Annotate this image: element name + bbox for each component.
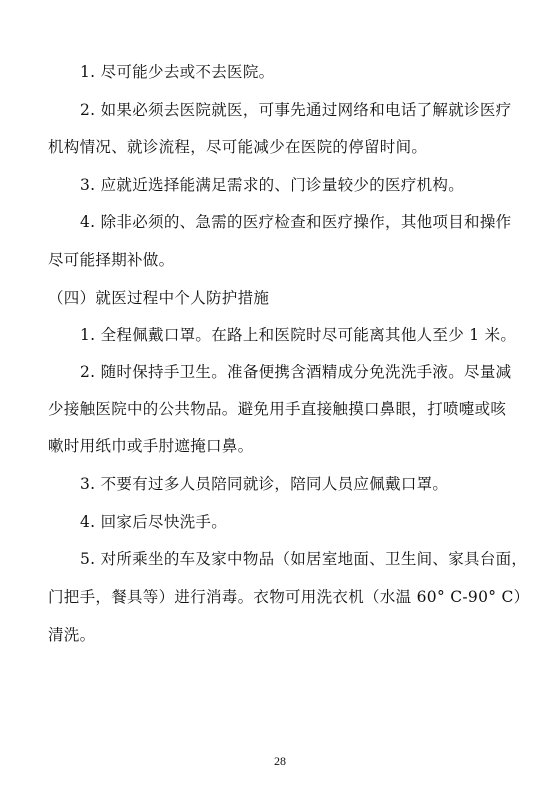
measure-2-line-2: 少接触医院中的公共物品。避免用手直接触摸口鼻眼，打喷嚏或咳 <box>48 400 507 418</box>
item-3-line: 3. 应就近选择能满足需求的、门诊量较少的医疗机构。 <box>80 176 465 194</box>
section-heading: （四）就医过程中个人防护措施 <box>48 289 270 307</box>
item-2-line-2: 机构情况、就诊流程，尽可能减少在医院的停留时间。 <box>48 138 428 156</box>
measure-3-line: 3. 不要有过多人员陪同就诊，陪同人员应佩戴口罩。 <box>80 475 449 493</box>
item-1-line: 1. 尽可能少去或不去医院。 <box>80 63 275 81</box>
measure-5-line-3: 清洗。 <box>48 626 96 644</box>
measure-5-line-2: 门把手，餐具等）进行消毒。衣物可用洗衣机（水温 60° C-90° C） <box>48 588 530 606</box>
measure-2-line-3: 嗽时用纸巾或手肘遮掩口鼻。 <box>48 437 254 455</box>
measure-1-line: 1. 全程佩戴口罩。在路上和医院时尽可能离其他人至少 1 米。 <box>80 326 517 344</box>
item-4-line-1: 4. 除非必须的、急需的医疗检查和医疗操作，其他项目和操作 <box>80 213 512 231</box>
measure-2-line-1: 2. 随时保持手卫生。准备便携含酒精成分免洗洗手液。尽量减 <box>80 363 512 381</box>
item-2-line-1: 2. 如果必须去医院就医，可事先通过网络和电话了解就诊医疗 <box>80 101 512 119</box>
measure-5-line-1: 5. 对所乘坐的车及家中物品（如居室地面、卫生间、家具台面， <box>80 550 528 568</box>
page-number: 28 <box>274 754 286 768</box>
item-4-line-2: 尽可能择期补做。 <box>48 251 175 269</box>
measure-4-line: 4. 回家后尽快洗手。 <box>80 513 228 531</box>
